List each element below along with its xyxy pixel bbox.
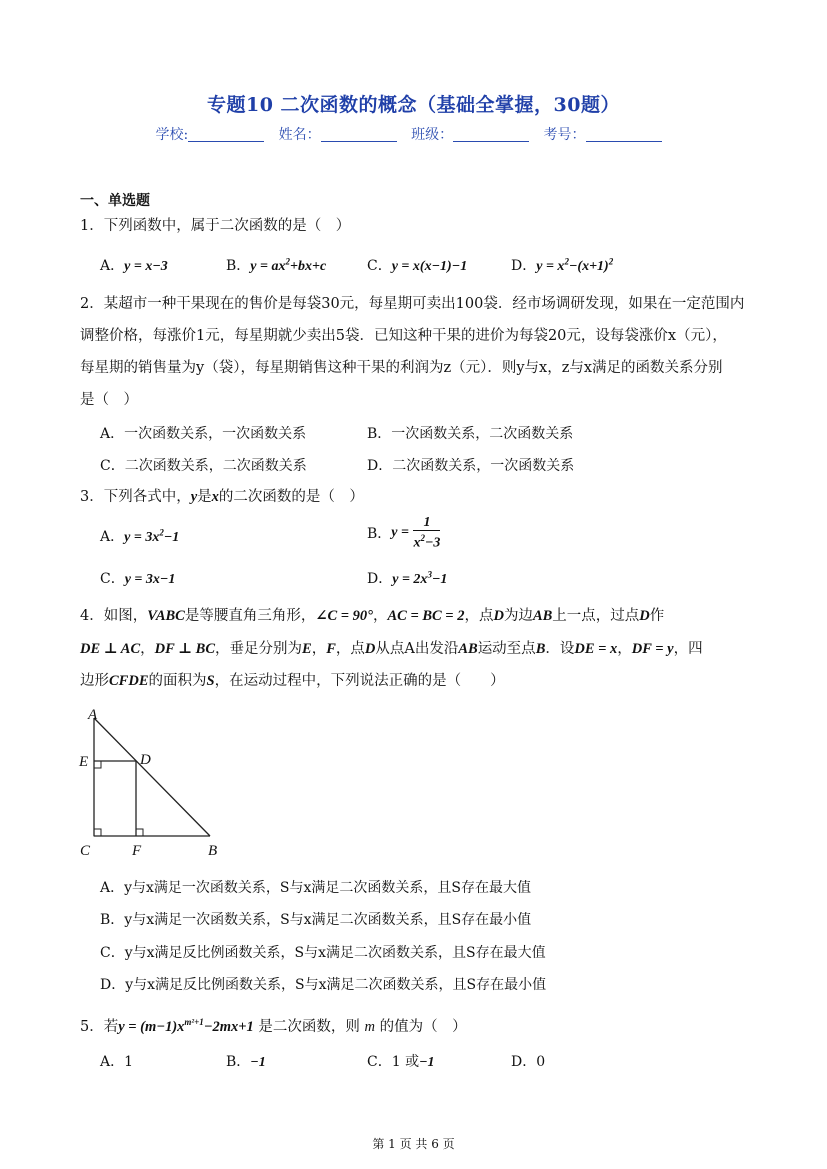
label-f: F [132,843,142,859]
q2-stem-line1: 2．某超市一种干果现在的售价是每袋30元，每星期可卖出100袋．经市场调研发现，如果在一定范围内 [80,296,745,312]
school-label: 学校: [155,127,189,143]
q3-option-b: B．y = $\frac{1}{x^2-3}$ [367,515,441,551]
name-field[interactable] [321,127,397,142]
class-field[interactable] [453,127,529,142]
right-angle-f [136,829,143,836]
class-label: 班级： [411,127,454,143]
q5-option-a: A．1 [100,1054,134,1070]
right-angle-e [94,761,101,768]
q1-option-d: D．$y = x^2-(x+1)^2$ [511,256,614,274]
q5-option-d: D．0 [511,1054,546,1070]
label-d: D [140,752,151,768]
q1-option-c: C．y = x(x−1)−1 [367,258,468,274]
q2-stem-line3: 每星期的销售量为y（袋），每星期销售这种干果的利润为z（元）．则y与x，z与x满足的函数关系分别 [80,360,723,376]
exam-no-label: 考号： [543,127,586,143]
q4-stem-line3: 边形CFDE的面积为S，在运动过程中，下列说法正确的是（ ） [80,673,505,689]
exam-no-field[interactable] [586,127,662,142]
q2-stem-line2: 调整价格，每涨价1元，每星期就少卖出5袋．已知这种干果的进价为每袋20元，设每袋涨价x（元）， [80,328,727,344]
section-title: 一、单选题 [80,193,150,209]
label-c: C [80,843,91,859]
q2-stem-line4: 是（ ） [80,392,138,408]
label-a: A [88,707,98,723]
q2-option-c: C．二次函数关系，二次函数关系 [100,458,307,474]
q5-stem: 5．若$y = (m-1)x^{m^2+1}-2mx+1$ 是二次函数，则 m 的值为（ ） [80,1017,467,1035]
right-angle-c [94,829,101,836]
q3-option-d: D．$y = 2x^3-1$ [367,569,448,587]
q1-option-a: A．y = x−3 [100,258,168,274]
q3-option-c: C．y = 3x−1 [100,571,176,587]
q3-b-fraction: $\frac{1}{x^2-3}$ [413,515,441,551]
q2-option-b: B．一次函数关系，二次函数关系 [367,426,574,442]
q5-option-b: B．−1 [226,1054,266,1070]
q2-option-a: A．一次函数关系，一次函数关系 [100,426,307,442]
q4-option-a: A．y与x满足一次函数关系，S与x满足二次函数关系，且S存在最大值 [100,880,531,896]
q4-stem-line2: DE ⊥ AC，DF ⊥ BC，垂足分别为E，F，点D从点A出发沿AB运动至点B．设DE = x，DF = y，四 [80,641,703,657]
school-field[interactable] [188,127,264,142]
q3-stem: 3．下列各式中，y是x的二次函数的是（ ） [80,489,364,505]
q3-option-a: A．$y = 3x^2-1$ [100,527,180,545]
q4-triangle-figure [72,700,222,865]
label-b: B [208,843,218,859]
page-footer: 第 1 页 共 6 页 [372,1137,455,1151]
page-title: 专题10 二次函数的概念（基础全掌握，30题） [207,94,620,116]
side-ab [94,718,210,836]
q4-option-c: C．y与x满足反比例函数关系，S与x满足二次函数关系，且S存在最大值 [100,945,546,961]
q4-option-b: B．y与x满足一次函数关系，S与x满足二次函数关系，且S存在最小值 [100,912,532,928]
name-label: 姓名： [278,127,321,143]
student-info-line [0,124,827,144]
q1-stem: 1．下列函数中，属于二次函数的是（ ） [80,218,351,234]
q4-option-d: D．y与x满足反比例函数关系，S与x满足二次函数关系，且S存在最小值 [100,977,547,993]
q2-option-d: D．二次函数关系，一次函数关系 [367,458,575,474]
q4-stem-line1: 4．如图，VABC是等腰直角三角形，∠C = 90°，AC = BC = 2，点D为边AB上一点，过点D作 [80,608,665,624]
label-e: E [79,754,89,770]
q1-option-b: B．$y = ax^2+bx+c$ [226,256,327,274]
q5-option-c: C．1 或−1 [367,1054,435,1070]
